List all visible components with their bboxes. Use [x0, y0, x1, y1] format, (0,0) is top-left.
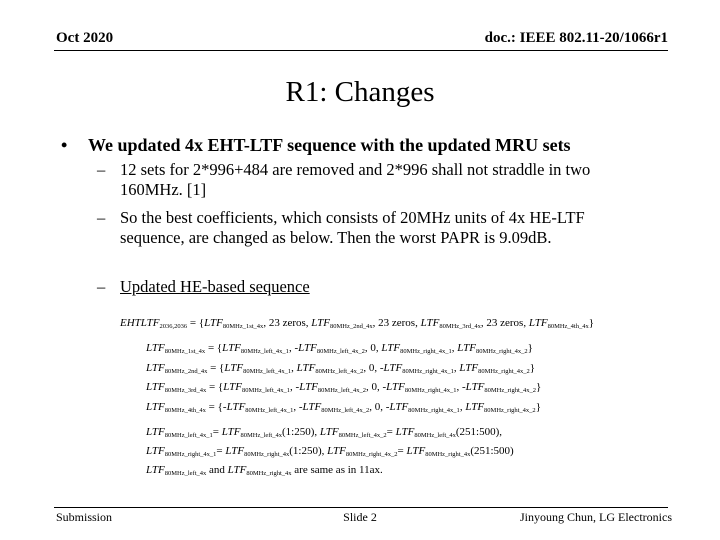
footer-submission: Submission [56, 510, 113, 524]
subitem-text: 12 sets for 2*996+484 are removed and 2*996 shall not straddle in two 160MHz. [1] [120, 160, 591, 199]
equation-line: $LTF_{80MHz\_3rd\_4x} = \{LTF_{80MHz\_left\_4x\_1}$, $-LTF_{80MHz\_left\_4x\_2}$, 0, $-LTF_{80MHz\_right\_4x\_1}$, $-LTF_{80MHz\_right\_4x\_2}$} [146, 381, 542, 394]
header-doc-id: doc.: IEEE 802.11-20/1066r1 [484, 30, 668, 46]
subitem-marker: – [97, 160, 106, 179]
header-rule [54, 50, 668, 51]
slide-title: R1: Changes [285, 76, 435, 108]
bullet-text: We updated 4x EHT-LTF sequence with the updated MRU sets [88, 135, 571, 155]
bullet-marker: • [61, 135, 68, 155]
subitem-marker: – [97, 208, 106, 227]
definition-line: $LTF_{80MHz\_right\_4x\_1}=$ $LTF_{80MHz\_right\_4x}(1:250)$, $LTF_{80MHz\_right\_4x\_2}=$ $LTF_{80MHz\_right\_4x}(251:500)$ [146, 445, 514, 458]
footer-slide-number: Slide 2 [343, 510, 377, 524]
equation-line: $LTF_{80MHz\_2nd\_4x} = \{LTF_{80MHz\_left\_4x\_1}$, $LTF_{80MHz\_left\_4x\_2}$, 0, $-LTF_{80MHz\_right\_4x\_1}$, $LTF_{80MHz\_right\_4x\_2}$} [146, 362, 536, 375]
equation-main: $EHTLTF_{2036,2036} = \{LTF_{80MHz\_1st\_4x}$, 23 zeros, $LTF_{80MHz\_2nd\_4x}$, 23 zeros, $LTF_{80MHz\_3rd\_4x}$, 23 zeros, $LTF_{80MHz\_4th\_4x}$} [120, 317, 595, 330]
updated-heading: Updated HE-based sequence [120, 277, 310, 296]
subitem-text: So the best coefficients, which consists of 20MHz units of 4x HE-LTF sequence, are changed as below. Then the worst PAPR is 9.09dB. [120, 208, 585, 247]
header-date: Oct 2020 [56, 30, 114, 46]
subitem-marker: – [97, 277, 106, 296]
equation-line: $LTF_{80MHz\_1st\_4x} = \{LTF_{80MHz\_left\_4x\_1}$, $-LTF_{80MHz\_left\_4x\_2}$, 0, $LTF_{80MHz\_right\_4x\_1}$, $LTF_{80MHz\_right\_4x\_2}$} [146, 342, 533, 355]
footer-rule [54, 507, 668, 508]
footer-author: Jinyoung Chun, LG Electronics [520, 510, 672, 524]
equation-line: $LTF_{80MHz\_4th\_4x} = \{-LTF_{80MHz\_left\_4x\_1}$, $-LTF_{80MHz\_left\_4x\_2}$, 0, $-LTF_{80MHz\_right\_4x\_1}$, $LTF_{80MHz\_right\_4x\_2}$} [146, 401, 541, 414]
note-line: $LTF_{80MHz\_left\_4x}$ and $LTF_{80MHz\_right\_4x}$ are same as in 11ax. [146, 464, 383, 477]
definition-line: $LTF_{80MHz\_left\_4x\_1}=$ $LTF_{80MHz\_left\_4x}(1:250)$, $LTF_{80MHz\_left\_4x\_2}=$ $LTF_{80MHz\_left\_4x}(251:500)$, [146, 426, 503, 439]
